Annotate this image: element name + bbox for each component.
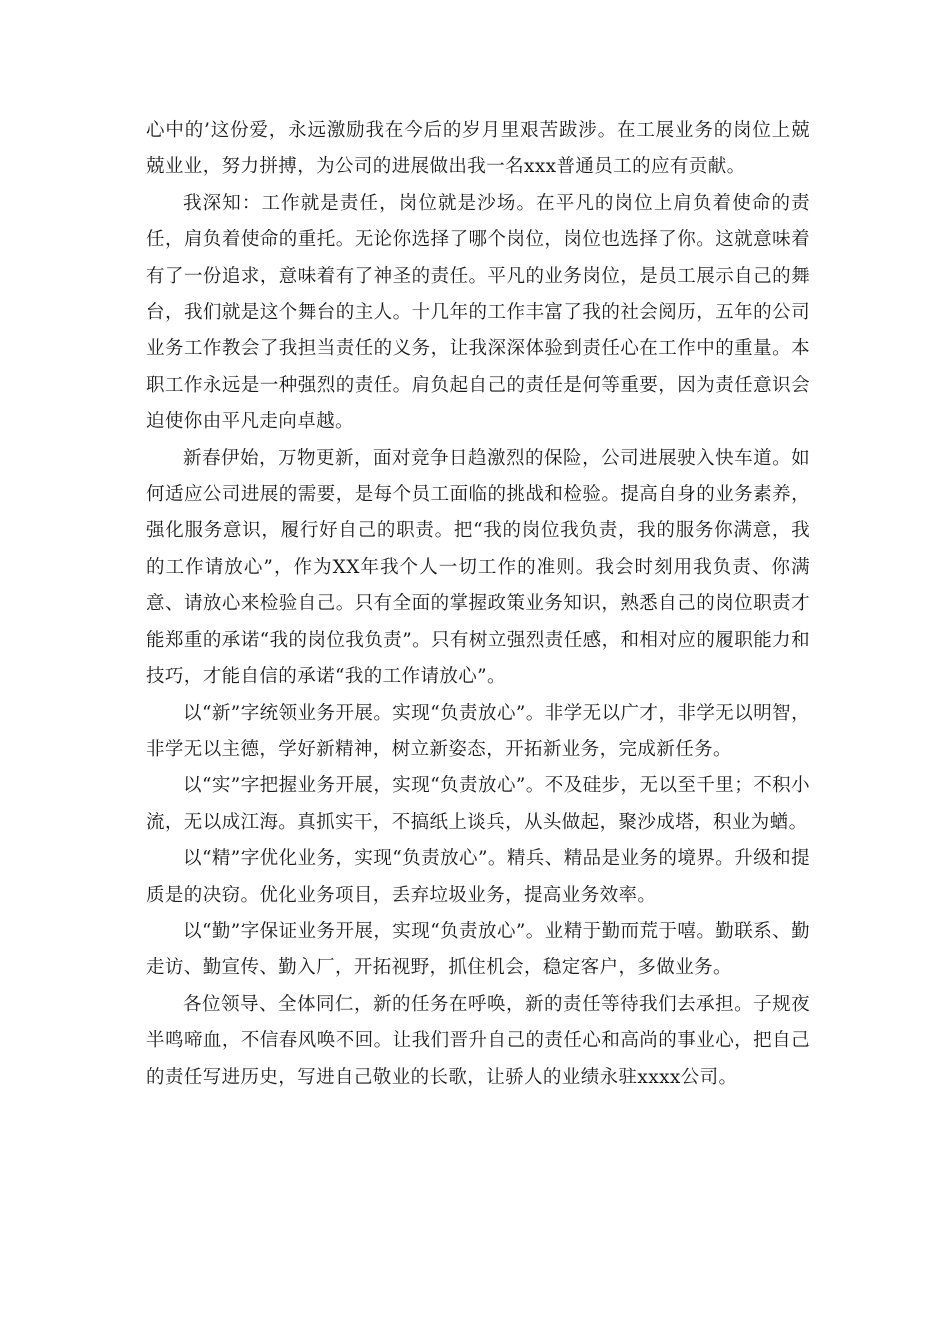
paragraph-responsibility: 我深知：工作就是责任，岗位就是沙场。在平凡的岗位上肩负着使命的责任，肩负着使命的重托。无论你选择了哪个岗位，岗位也选择了你。这就意味着有了一份追求，意味着有了神圣的责任。平凡的业务岗位，是员工展示自己的舞台，我们就是这个舞台的主人。十几年的工作丰富了我的社会阅历，五年的公司业务工作教会了我担当责任的义务，让我深深体验到责任心在工作中的重量。本职工作永远是一种强烈的责任。肩负起自己的责任是何等重要，因为责任意识会迫使你由平凡走向卓越。 (146, 192, 810, 433)
paragraph-shi: 以“实”字把握业务开展，实现“负责放心”。不及硅步，无以至千里；不积小流，无以成江海。真抓实干，不搞纸上谈兵，从头做起，聚沙成塔，积业为蝤。 (146, 775, 810, 833)
paragraph-xin: 以“新”字统领业务开展。实现“负责放心”。非学无以广才，非学无以明智，非学无以主德，学好新精神，树立新姿态，开拓新业务，完成新任务。 (146, 702, 810, 760)
paragraph-qin: 以“勤”字保证业务开展，实现“负责放心”。业精于勤而荒于嘻。勤联系、勤走访、勤宣传、勤入厂，开拓视野，抓住机会，稳定客户，多做业务。 (146, 920, 810, 979)
paragraph-new-spring: 新春伊始，万物更新，面对竞争日趋激烈的保险，公司进展驶入快车道。如何适应公司进展的需要，是每个员工面临的挑战和检验。提高自身的业务素养，强化服务意识，履行好自己的职责。把“我的岗位我负责，我的服务你满意，我的工作请放心”，作为XX年我个人一切工作的准则。我会时刻用我负责、你满意、请放心来检验自己。只有全面的掌握政策业务知识，熟悉自己的岗位职责才能郑重的承诺“我的岗位我负责”。只有树立强烈责任感，和相对应的履职能力和技巧，才能自信的承诺“我的工作请放心”。 (146, 447, 810, 688)
paragraph-closing: 各位领导、全体同仁，新的任务在呼唤，新的责任等待我们去承担。子规夜半鸣啼血，不信春风唤不回。让我们晋升自己的责任心和高尚的事业心，把自己的责任写进历史，写进自己敬业的长歌，让骄人的业绩永驻xxxx公司。 (146, 993, 810, 1088)
paragraph-jing: 以“精”字优化业务，实现“负责放心”。精兵、精品是业务的境界。升级和提质是的决窃。优化业务项目，丢弃垃圾业务，提高业务效率。 (146, 848, 810, 906)
document-body (146, 113, 810, 1096)
paragraph-continuation: 心中的’这份爱，永远激励我在今后的岁月里艰苦跋涉。在工展业务的岗位上兢兢业业，努力拼搏，为公司的进展做出我一名xxx普通员工的应有贡献。 (146, 120, 810, 178)
